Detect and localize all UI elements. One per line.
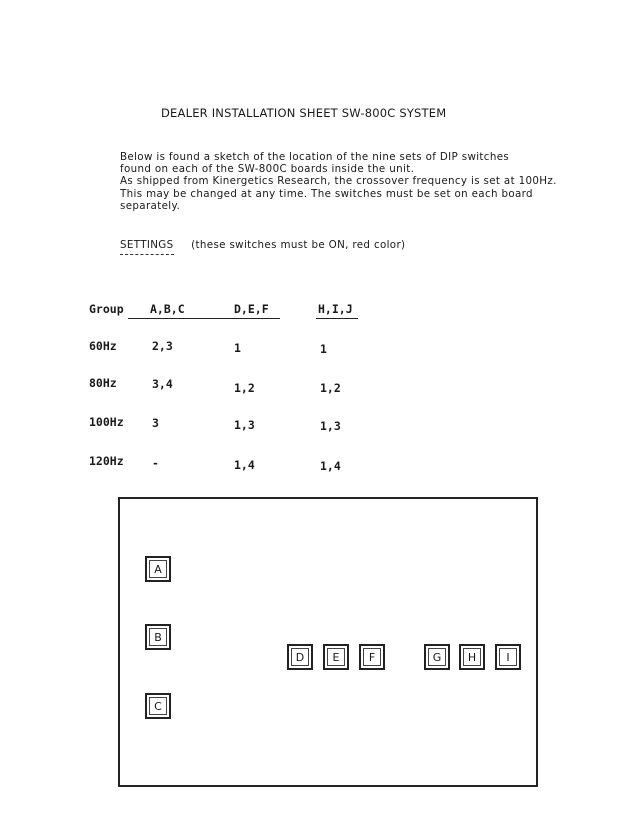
table-header-hij: H,I,J bbox=[318, 302, 353, 316]
table-cell: 80Hz bbox=[89, 376, 117, 390]
table-cell: 1,4 bbox=[320, 459, 341, 473]
dip-switch-i: I bbox=[495, 644, 521, 670]
dip-switch-g: G bbox=[424, 644, 450, 670]
table-cell: - bbox=[152, 456, 159, 470]
table-cell: 3,4 bbox=[152, 377, 173, 391]
header-underline bbox=[128, 318, 196, 319]
table-cell: 3 bbox=[152, 416, 159, 430]
dip-switch-f: F bbox=[359, 644, 385, 670]
settings-label: SETTINGS bbox=[120, 239, 174, 255]
intro-paragraph bbox=[120, 151, 590, 212]
settings-line bbox=[120, 239, 405, 255]
board-sketch bbox=[118, 497, 538, 787]
table-header-def: D,E,F bbox=[234, 302, 269, 316]
table-cell: 60Hz bbox=[89, 339, 117, 353]
table-cell: 120Hz bbox=[89, 454, 124, 468]
page-title: DEALER INSTALLATION SHEET SW-800C SYSTEM bbox=[161, 106, 447, 120]
intro-line: This may be changed at any time. The switches must be set on each board bbox=[120, 187, 533, 200]
table-cell: 1,3 bbox=[320, 419, 341, 433]
header-underline bbox=[316, 318, 358, 319]
dip-switch-d: D bbox=[287, 644, 313, 670]
table-header-group: Group bbox=[89, 302, 124, 316]
dip-switch-b: B bbox=[145, 624, 171, 650]
table-cell: 100Hz bbox=[89, 415, 124, 429]
table-cell: 2,3 bbox=[152, 339, 173, 353]
settings-note: (these switches must be ON, red color) bbox=[191, 239, 406, 251]
intro-line: Below is found a sketch of the location of the nine sets of DIP switches bbox=[120, 151, 510, 163]
dip-switch-a: A bbox=[145, 556, 171, 582]
table-cell: 1,4 bbox=[234, 458, 255, 472]
table-cell: 1,3 bbox=[234, 418, 255, 432]
dip-switch-e: E bbox=[323, 644, 349, 670]
intro-line: separately. bbox=[120, 199, 181, 212]
table-cell: 1,2 bbox=[320, 381, 341, 395]
table-cell: 1,2 bbox=[234, 381, 255, 395]
intro-line: found on each of the SW-800C boards inside the unit. bbox=[120, 163, 415, 176]
table-header-abc: A,B,C bbox=[150, 302, 185, 316]
dip-switch-h: H bbox=[459, 644, 485, 670]
table-cell: 1 bbox=[234, 341, 241, 355]
header-underline bbox=[196, 318, 280, 319]
table-cell: 1 bbox=[320, 342, 327, 356]
intro-line: As shipped from Kinergetics Research, the crossover frequency is set at 100Hz. bbox=[120, 175, 557, 188]
dip-switch-c: C bbox=[145, 693, 171, 719]
